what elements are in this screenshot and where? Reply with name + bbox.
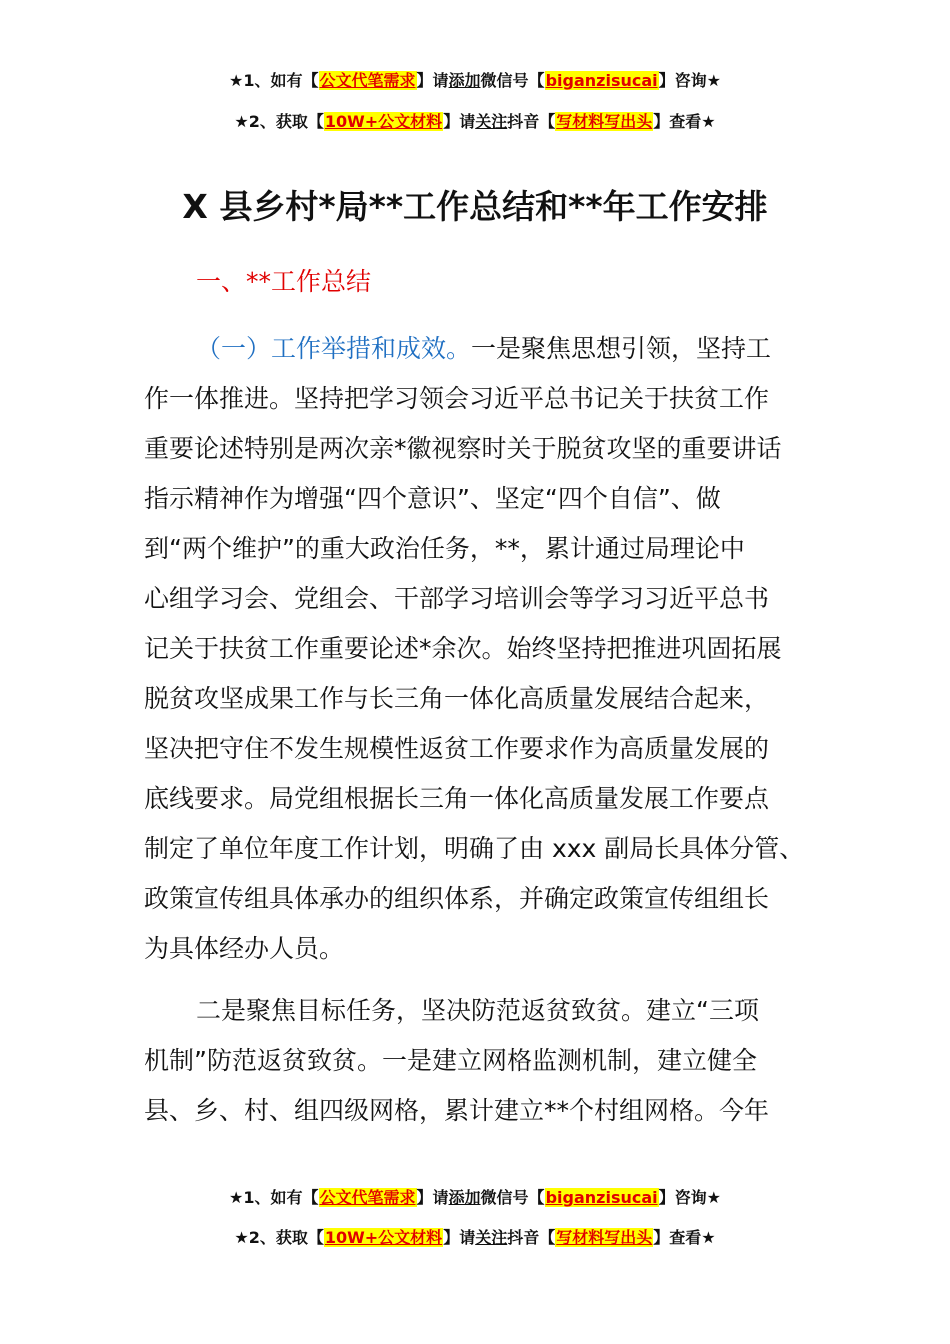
paragraph-line: 县、乡、村、组四级网格，累计建立**个村组网格。今年 [144, 1096, 770, 1125]
paragraph-line: 底线要求。局党组根据长三角一体化高质量发展工作要点 [144, 784, 770, 813]
ad-text: ★1、如有【 [229, 1188, 319, 1207]
ad-text: 】请 [443, 1228, 476, 1247]
ad-text: 抖音【 [507, 112, 556, 131]
paragraph-line: 到“两个维护”的重大政治任务，**，累计通过局理论中 [144, 534, 745, 563]
ad-wechat-id: biganzisucai [545, 71, 658, 90]
paragraph-line: 重要论述特别是两次亲*徽视察时关于脱贫攻坚的重要讲话 [144, 434, 782, 463]
ad-douyin-id: 写材料写出头 [556, 1228, 653, 1247]
document-title: X 县乡村*局**工作总结和**年工作安排 [182, 187, 768, 226]
ad-wechat-id: biganzisucai [545, 1188, 658, 1207]
paragraph-line: （一）工作举措和成效。一是聚焦思想引领，坚持工 [196, 334, 772, 363]
paragraph-2 [144, 986, 824, 1136]
ad-text: ★2、获取【 [234, 1228, 324, 1247]
ad-text: 】请 [416, 1188, 449, 1207]
ad-line-1 [0, 70, 950, 92]
ad-line-2 [0, 111, 950, 133]
paragraph-line: 心组学习会、党组会、干部学习培训会等学习习近平总书 [144, 584, 770, 613]
paragraph-line: 制定了单位年度工作计划，明确了由 xxx 副局长具体分管、 [144, 834, 805, 863]
paragraph-line: 二是聚焦目标任务，坚决防范返贫致贫。建立“三项 [196, 996, 759, 1025]
ad-emphasis: 添加 [448, 71, 481, 90]
paragraph-line: 记关于扶贫工作重要论述*余次。始终坚持把推进巩固拓展 [144, 634, 782, 663]
paragraph-line: 指示精神作为增强“四个意识”、坚定“四个自信”、做 [144, 484, 721, 513]
paragraph-line: 脱贫攻坚成果工作与长三角一体化高质量发展结合起来， [144, 684, 770, 713]
paragraph-line: 为具体经办人员。 [144, 934, 345, 963]
ad-text: ★1、如有【 [229, 71, 319, 90]
paragraph-line: 机制”防范返贫致贫。一是建立网格监测机制，建立健全 [144, 1046, 757, 1075]
paragraph-line: 坚决把守住不发生规模性返贫工作要求作为高质量发展的 [144, 734, 770, 763]
ad-text: 】查看★ [653, 112, 716, 131]
paragraph-1 [144, 324, 824, 974]
ad-douyin-id: 写材料写出头 [556, 112, 653, 131]
ad-emphasis: 关注 [475, 1228, 508, 1247]
ad-emphasis: 添加 [448, 1188, 481, 1207]
ad-text: 微信号【 [480, 1188, 545, 1207]
ad-highlight: 10W+公文材料 [324, 112, 443, 131]
ad-highlight: 公文代笔需求 [319, 1188, 416, 1207]
ad-line-1-footer [0, 1187, 950, 1209]
ad-text: 】咨询★ [658, 71, 721, 90]
ad-text: 抖音【 [507, 1228, 556, 1247]
ad-text: 】请 [443, 112, 476, 131]
ad-highlight: 公文代笔需求 [319, 71, 416, 90]
paragraph-line: 政策宣传组具体承办的组织体系，并确定政策宣传组组长 [144, 884, 770, 913]
ad-emphasis: 关注 [475, 112, 508, 131]
paragraph-line: 作一体推进。坚持把学习领会习近平总书记关于扶贫工作 [144, 384, 770, 413]
ad-text: 】查看★ [653, 1228, 716, 1247]
ad-text: 】咨询★ [658, 1188, 721, 1207]
ad-text: 微信号【 [480, 71, 545, 90]
ad-text: ★2、获取【 [234, 112, 324, 131]
section-heading: 一、**工作总结 [196, 267, 372, 296]
ad-line-2-footer [0, 1227, 950, 1249]
subheading: （一）工作举措和成效。 [196, 334, 472, 363]
ad-highlight: 10W+公文材料 [324, 1228, 443, 1247]
ad-text: 】请 [416, 71, 449, 90]
